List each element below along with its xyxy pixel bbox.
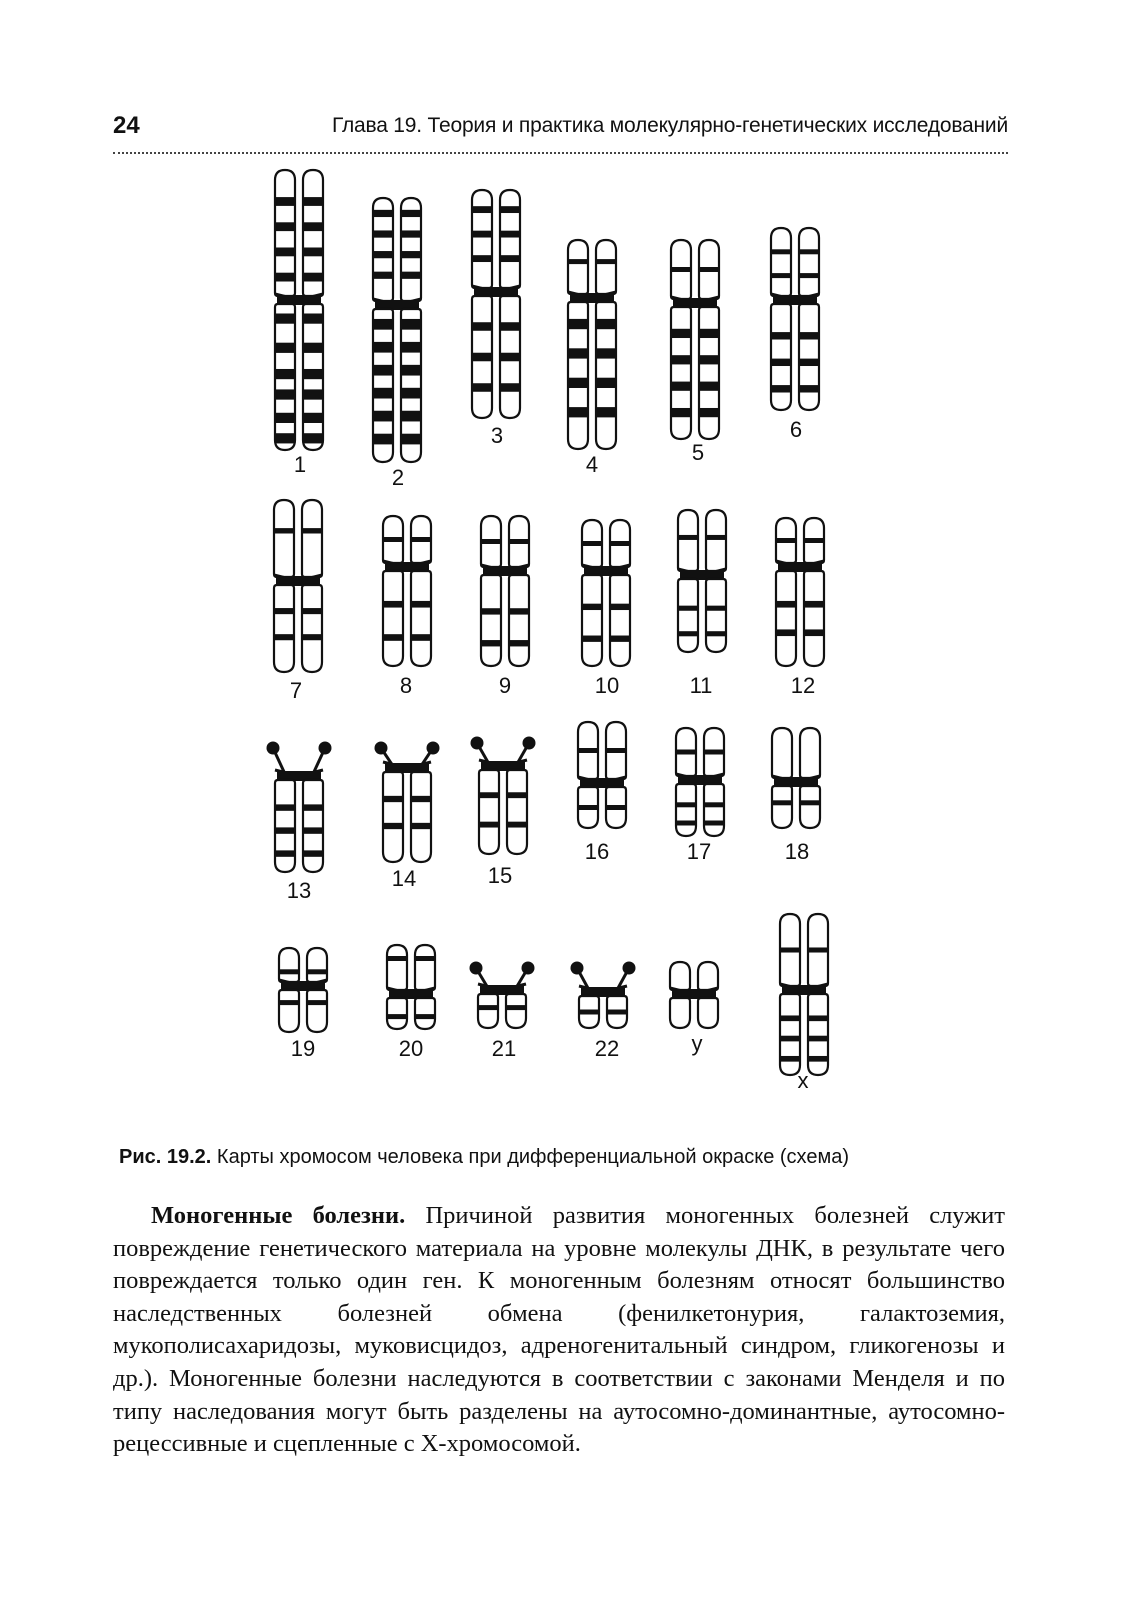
chromosome-label: x xyxy=(797,1068,809,1093)
dark-band xyxy=(700,329,718,338)
chromatid-arm xyxy=(274,500,294,577)
dark-band xyxy=(800,273,818,278)
dark-band xyxy=(507,1005,525,1010)
chromosome-x xyxy=(780,914,828,1075)
dark-band xyxy=(276,389,294,399)
dark-band xyxy=(781,947,799,952)
dark-band xyxy=(777,538,795,543)
dark-band xyxy=(700,355,718,364)
chromosome-label: у xyxy=(691,1031,703,1056)
chromatid-arm xyxy=(411,571,431,666)
dark-band xyxy=(800,385,818,392)
satellite xyxy=(522,962,535,975)
chromatid-arm xyxy=(500,190,520,288)
dark-band xyxy=(501,231,519,238)
dark-band xyxy=(672,267,690,272)
dark-band xyxy=(800,332,818,339)
dark-band xyxy=(402,251,420,258)
dark-band xyxy=(482,539,500,544)
chromosome-label: 2 xyxy=(391,465,405,490)
chromosome-6 xyxy=(771,228,819,410)
chromatid-arm xyxy=(472,190,492,288)
dark-band xyxy=(402,388,420,399)
dark-band xyxy=(805,601,823,608)
dark-band xyxy=(402,230,420,237)
dark-band xyxy=(579,748,597,753)
dark-band xyxy=(772,273,790,278)
chromatid-arm xyxy=(804,571,824,666)
dark-band xyxy=(276,369,294,379)
dark-band xyxy=(809,1015,827,1021)
dark-band xyxy=(705,802,723,807)
chromosome-14 xyxy=(375,742,440,863)
dark-band xyxy=(412,601,430,608)
dark-band xyxy=(700,382,718,391)
dark-band xyxy=(275,608,293,614)
dark-band xyxy=(308,1000,326,1005)
dark-band xyxy=(308,969,326,974)
chromatid-arm xyxy=(780,994,800,1075)
dark-band xyxy=(374,411,392,422)
chromatid-arm xyxy=(479,770,499,854)
running-head: Глава 19. Теория и практика молекулярно-генетических исследований xyxy=(331,114,1008,137)
dark-band xyxy=(402,210,420,217)
chromatid-arm xyxy=(415,998,435,1029)
chromatid-arm xyxy=(279,990,299,1032)
dark-band xyxy=(677,802,695,807)
dark-band xyxy=(607,805,625,810)
dark-band xyxy=(611,604,629,610)
dark-band xyxy=(705,750,723,755)
chromosome-5 xyxy=(671,240,719,439)
chromatid-arm xyxy=(698,998,718,1028)
dark-band xyxy=(510,539,528,544)
body-text xyxy=(113,1200,1005,1461)
dark-band xyxy=(501,383,519,392)
caption-text: Карты хромосом человека при дифференциальной окраске (схема) xyxy=(216,1146,849,1168)
dark-band xyxy=(384,537,402,542)
chromatid-arm xyxy=(610,575,630,666)
dark-band xyxy=(707,606,725,611)
dark-band xyxy=(412,537,430,542)
dark-band xyxy=(384,796,402,802)
dark-band xyxy=(501,255,519,262)
dark-band xyxy=(473,383,491,392)
dark-band xyxy=(569,378,587,388)
chromatid-arm xyxy=(275,780,295,872)
chromatid-arm xyxy=(678,579,698,652)
dark-band xyxy=(412,823,430,829)
body-paragraph xyxy=(113,1200,1005,1461)
dark-band xyxy=(569,319,587,329)
dark-band xyxy=(276,850,294,856)
chromosome-17 xyxy=(676,728,724,836)
dark-band xyxy=(303,528,321,533)
chromatid-arm xyxy=(302,500,322,577)
dark-band xyxy=(772,359,790,366)
chromatid-arm xyxy=(799,304,819,410)
caption-label: Рис. 19.2. xyxy=(119,1146,212,1168)
chromosome-label: 10 xyxy=(594,673,620,698)
satellite xyxy=(471,737,484,750)
dark-band xyxy=(772,332,790,339)
dark-band xyxy=(402,365,420,376)
chromatid-arm xyxy=(596,240,616,294)
dark-band xyxy=(374,210,392,217)
chromosome-label: 7 xyxy=(289,678,303,703)
dark-band xyxy=(482,640,500,646)
dark-band xyxy=(583,604,601,610)
dark-band xyxy=(508,822,526,828)
dark-band xyxy=(700,408,718,417)
chromatid-arm xyxy=(771,228,791,296)
dark-band xyxy=(280,1000,298,1005)
dark-band xyxy=(374,230,392,237)
dark-band xyxy=(473,322,491,331)
dark-band xyxy=(597,378,615,388)
dark-band xyxy=(607,748,625,753)
dark-band xyxy=(304,197,322,206)
dark-band xyxy=(374,434,392,445)
chromosome-12 xyxy=(776,518,824,666)
chromosome-3 xyxy=(472,190,520,418)
dark-band xyxy=(705,821,723,826)
dark-band xyxy=(597,259,615,264)
dark-band xyxy=(276,247,294,256)
chromosome-16 xyxy=(578,722,626,828)
chromatid-arm xyxy=(670,962,690,990)
dark-band xyxy=(479,1005,497,1010)
dark-band xyxy=(597,407,615,417)
dark-band xyxy=(569,259,587,264)
chromatid-arm xyxy=(383,571,403,666)
dark-band xyxy=(777,629,795,636)
dark-band xyxy=(304,247,322,256)
chromatid-arm xyxy=(387,998,407,1029)
page-number: 24 xyxy=(113,112,140,139)
dark-band xyxy=(809,1056,827,1062)
dark-band xyxy=(402,272,420,279)
dark-band xyxy=(583,541,601,546)
chromatid-arm xyxy=(279,948,299,982)
dark-band xyxy=(501,322,519,331)
chromosome-label: 5 xyxy=(691,440,705,465)
dark-band xyxy=(781,1056,799,1062)
chromatid-arm xyxy=(415,945,435,990)
dark-band xyxy=(275,634,293,640)
dark-band xyxy=(597,319,615,329)
dark-band xyxy=(275,528,293,533)
dark-band xyxy=(304,433,322,443)
dark-band xyxy=(608,1010,626,1015)
chromatid-arm xyxy=(799,228,819,296)
dark-band xyxy=(276,273,294,282)
dark-band xyxy=(402,411,420,422)
dark-band xyxy=(781,1015,799,1021)
chromosome-label: 6 xyxy=(789,417,803,442)
chromosome-1 xyxy=(275,170,323,450)
satellite xyxy=(470,962,483,975)
chromosome-у xyxy=(670,962,718,1028)
chromosome-label: 9 xyxy=(498,673,512,698)
chromatid-arm xyxy=(307,990,327,1032)
dark-band xyxy=(276,222,294,231)
dark-band xyxy=(480,792,498,798)
dark-band xyxy=(304,313,322,323)
chromatid-arm xyxy=(383,772,403,862)
chromosome-label: 12 xyxy=(790,673,816,698)
dark-band xyxy=(672,382,690,391)
dark-band xyxy=(276,413,294,423)
dark-band xyxy=(569,348,587,358)
chromatid-arm xyxy=(303,780,323,872)
dark-band xyxy=(677,821,695,826)
chromosome-label: 22 xyxy=(594,1036,620,1061)
chromosome-label: 16 xyxy=(584,839,610,864)
dark-band xyxy=(809,947,827,952)
chromosome-label: 4 xyxy=(585,452,599,477)
dark-band xyxy=(304,343,322,353)
dark-band xyxy=(416,1014,434,1019)
chromosome-10 xyxy=(582,520,630,666)
chromatid-arm xyxy=(509,575,529,666)
dark-band xyxy=(805,538,823,543)
dark-band xyxy=(707,631,725,636)
dark-band xyxy=(412,796,430,802)
dark-band xyxy=(402,319,420,330)
chromatid-arm xyxy=(771,304,791,410)
dark-band xyxy=(402,434,420,445)
chromosome-label: 20 xyxy=(398,1036,424,1061)
chromosome-9 xyxy=(481,516,529,666)
chromatid-arm xyxy=(411,772,431,862)
dark-band xyxy=(480,822,498,828)
dark-band xyxy=(304,413,322,423)
dark-band xyxy=(611,541,629,546)
paragraph-text: Причиной развития моногенных болезней служит повреждение генетического материала на уровне молекулы ДНК, в результате чего повреждается только один ген. К моногенным болезням относят большинство наследственных болезней обмена (фенилкетонурия, галактоземия, мукополисахаридозы, муковисцидоз, адреногенитальный синдром, гликогенозы и др.). Моногенные болезни наследуются в соответствии с законами Менделя и по типу наследования могут быть разделены на аутосомно-доминантные, аутосомно-рецессивные и сцепленные с Х-хромосомой. xyxy=(113,1202,1005,1458)
chromatid-arm xyxy=(568,240,588,294)
chromosome-label: 13 xyxy=(286,878,312,903)
dark-band xyxy=(304,369,322,379)
chromatid-arm xyxy=(808,994,828,1075)
chromosome-label: 19 xyxy=(290,1036,316,1061)
dark-band xyxy=(374,342,392,353)
dark-band xyxy=(304,222,322,231)
chromatid-arm xyxy=(699,307,719,439)
dark-band xyxy=(374,365,392,376)
dark-band xyxy=(777,601,795,608)
dark-band xyxy=(304,827,322,833)
dark-band xyxy=(304,273,322,282)
chromosome-21 xyxy=(470,962,535,1029)
dark-band xyxy=(384,634,402,641)
chromosome-label: 1 xyxy=(293,452,307,477)
chromosome-19 xyxy=(279,948,327,1032)
chromatid-arm xyxy=(706,579,726,652)
dark-band xyxy=(276,313,294,323)
chromosome-8 xyxy=(383,516,431,666)
chromosome-22 xyxy=(571,962,636,1029)
dark-band xyxy=(303,608,321,614)
chromosome-label: 8 xyxy=(399,673,413,698)
chromatid-arm xyxy=(670,998,690,1028)
dark-band xyxy=(679,606,697,611)
chromatid-arm xyxy=(800,728,820,778)
dark-band xyxy=(801,800,819,805)
chromatid-arm xyxy=(676,784,696,836)
dark-band xyxy=(412,634,430,641)
chromatid-arm xyxy=(506,994,526,1028)
chromosome-13 xyxy=(267,742,332,873)
chromatid-arm xyxy=(302,585,322,672)
dark-band xyxy=(276,804,294,810)
dark-band xyxy=(672,355,690,364)
dark-band xyxy=(388,1014,406,1019)
dark-band xyxy=(303,634,321,640)
dark-band xyxy=(677,750,695,755)
dark-band xyxy=(569,407,587,417)
dark-band xyxy=(510,608,528,614)
dark-band xyxy=(773,800,791,805)
dark-band xyxy=(473,353,491,362)
dark-band xyxy=(672,329,690,338)
satellite xyxy=(427,742,440,755)
dark-band xyxy=(679,535,697,540)
dark-band xyxy=(580,1010,598,1015)
chromosome-label: 14 xyxy=(391,866,417,891)
chromosome-label: 18 xyxy=(784,839,810,864)
chromatid-arm xyxy=(800,786,820,828)
satellite xyxy=(267,742,280,755)
satellite xyxy=(319,742,332,755)
dark-band xyxy=(276,827,294,833)
chromatid-arm xyxy=(671,307,691,439)
dark-band xyxy=(482,608,500,614)
dark-band xyxy=(597,348,615,358)
chromosome-11 xyxy=(678,510,726,652)
dark-band xyxy=(772,249,790,254)
dark-band xyxy=(304,804,322,810)
dark-band xyxy=(473,255,491,262)
dark-band xyxy=(611,636,629,642)
dark-band xyxy=(679,631,697,636)
dark-band xyxy=(800,359,818,366)
dark-band xyxy=(384,601,402,608)
satellite xyxy=(523,737,536,750)
dark-band xyxy=(374,388,392,399)
satellite xyxy=(623,962,636,975)
chromosome-2 xyxy=(373,198,421,462)
dark-band xyxy=(276,197,294,206)
dark-band xyxy=(508,792,526,798)
dark-band xyxy=(280,969,298,974)
chromatid-arm xyxy=(507,770,527,854)
dark-band xyxy=(276,343,294,353)
chromosome-label: 11 xyxy=(689,673,713,698)
chromosome-label: 15 xyxy=(487,863,513,888)
chromatid-arm xyxy=(481,575,501,666)
chromosome-18 xyxy=(772,728,820,828)
dark-band xyxy=(416,956,434,961)
chromatid-arm xyxy=(698,962,718,990)
dark-band xyxy=(388,956,406,961)
chromosome-label: 21 xyxy=(491,1036,517,1061)
dark-band xyxy=(805,629,823,636)
dark-band xyxy=(809,1036,827,1042)
chromosome-label: 3 xyxy=(490,423,504,448)
chromatid-arm xyxy=(478,994,498,1028)
dark-band xyxy=(700,267,718,272)
dark-band xyxy=(473,231,491,238)
dark-band xyxy=(374,319,392,330)
satellite xyxy=(571,962,584,975)
chromatid-arm xyxy=(772,786,792,828)
chromatid-arm xyxy=(772,728,792,778)
dark-band xyxy=(583,636,601,642)
dark-band xyxy=(374,272,392,279)
chromatid-arm xyxy=(274,585,294,672)
dark-band xyxy=(402,342,420,353)
dark-band xyxy=(374,251,392,258)
lead-term: Моногенные болезни. xyxy=(151,1202,406,1229)
dark-band xyxy=(304,850,322,856)
dark-band xyxy=(510,640,528,646)
chromatid-arm xyxy=(776,571,796,666)
chromatid-arm xyxy=(704,784,724,836)
chromosome-20 xyxy=(387,945,435,1029)
dark-band xyxy=(579,805,597,810)
chromatid-arm xyxy=(387,945,407,990)
chromatid-arm xyxy=(706,510,726,571)
chromatid-arm xyxy=(582,575,602,666)
dark-band xyxy=(304,389,322,399)
chromatid-arm xyxy=(678,510,698,571)
chromosome-4 xyxy=(568,240,616,449)
chromosome-7 xyxy=(274,500,322,672)
dark-band xyxy=(473,206,491,213)
satellite xyxy=(375,742,388,755)
chromatid-arm xyxy=(307,948,327,982)
dark-band xyxy=(772,385,790,392)
dark-band xyxy=(276,433,294,443)
dark-band xyxy=(672,408,690,417)
dark-band xyxy=(781,1036,799,1042)
dark-band xyxy=(707,535,725,540)
chromosome-label: 17 xyxy=(686,839,712,864)
dark-band xyxy=(800,249,818,254)
dark-band xyxy=(501,206,519,213)
figure-caption xyxy=(119,1146,849,1169)
dark-band xyxy=(384,823,402,829)
dark-band xyxy=(501,353,519,362)
chromosome-15 xyxy=(471,737,536,855)
